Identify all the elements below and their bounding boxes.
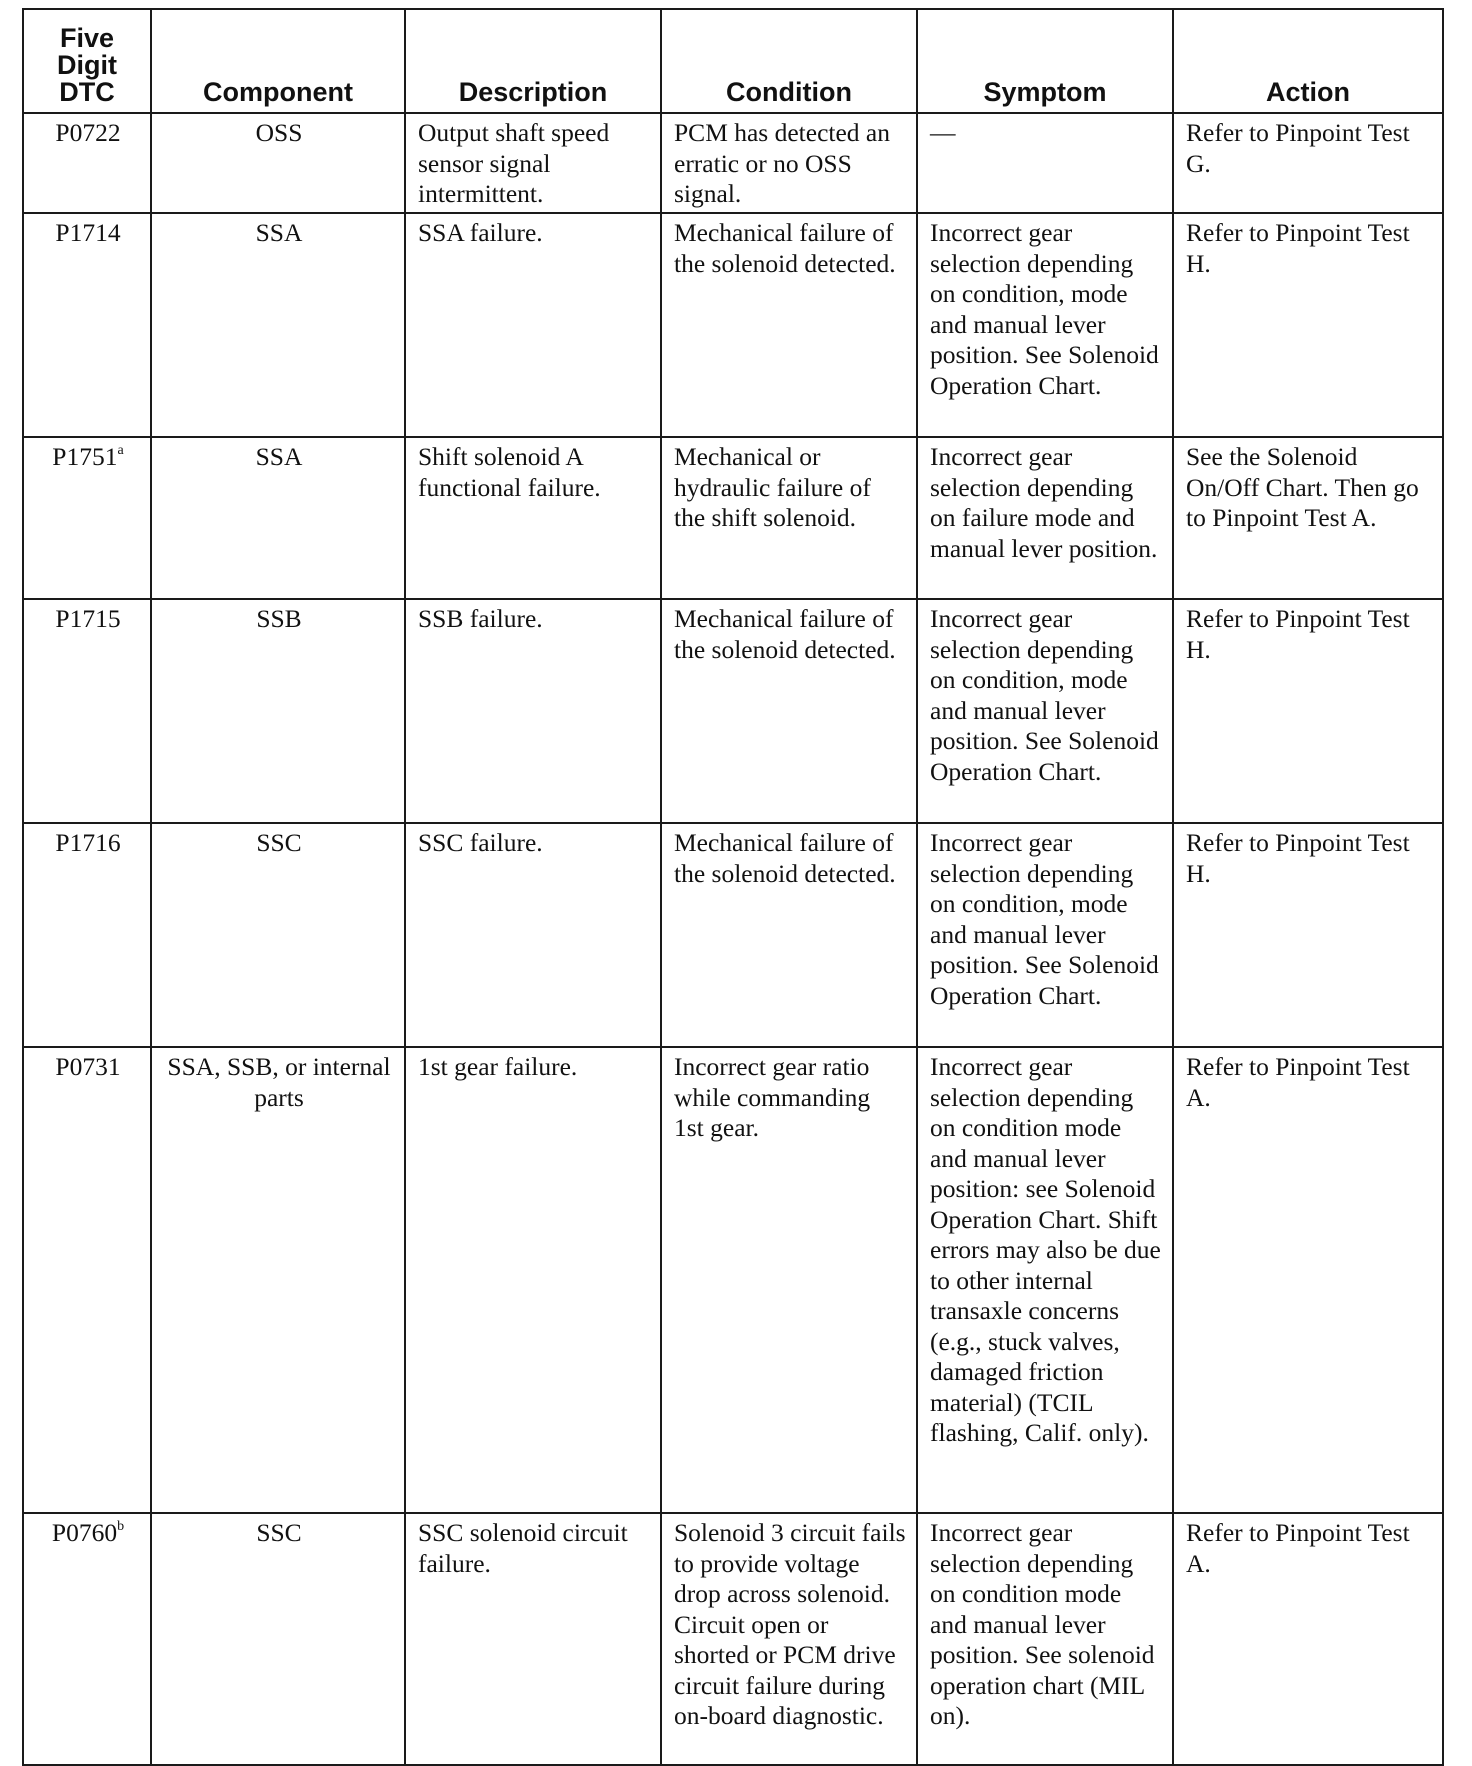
cell-symptom: Incorrect gear selection depending on condition, mode and manual lever position. See Solenoid Operation Chart. [917,823,1173,1047]
header-component: Component [151,9,405,113]
table-header [23,9,1443,113]
cell-condition: Mechanical failure of the solenoid detected. [661,823,917,1047]
cell-symptom: Incorrect gear selection depending on failure mode and manual lever position. [917,437,1173,599]
cell-component: SSC [151,823,405,1047]
dtc-code: P0731 [55,1052,121,1081]
table-row [23,599,1443,823]
header-row [23,9,1443,113]
cell-action: Refer to Pinpoint Test A. [1173,1047,1443,1513]
header-dtc: Five Digit DTC [23,9,151,113]
table-row [23,213,1443,437]
dtc-table-container [22,8,1442,1766]
cell-dtc [23,1513,151,1765]
cell-dtc [23,213,151,437]
cell-component: OSS [151,113,405,213]
cell-symptom: Incorrect gear selection depending on condition mode and manual lever position: see Solenoid Operation Chart. Shift errors may also be due to other internal transaxle concerns (e.g., stuck valves, damaged friction material) (TCIL flashing, Calif. only). [917,1047,1173,1513]
dtc-code: P1714 [55,218,121,247]
cell-condition: Mechanical failure of the solenoid detected. [661,599,917,823]
cell-description: SSA failure. [405,213,661,437]
cell-dtc [23,823,151,1047]
cell-symptom: Incorrect gear selection depending on condition, mode and manual lever position. See Solenoid Operation Chart. [917,213,1173,437]
table-row [23,1513,1443,1765]
cell-description: SSB failure. [405,599,661,823]
dtc-footnote: a [117,443,124,458]
header-description: Description [405,9,661,113]
cell-component: SSA [151,213,405,437]
cell-dtc [23,437,151,599]
cell-condition: PCM has detected an erratic or no OSS signal. [661,113,917,213]
cell-symptom: Incorrect gear selection depending on condition mode and manual lever position. See solenoid operation chart (MIL on). [917,1513,1173,1765]
header-action: Action [1173,9,1443,113]
cell-symptom: — [917,113,1173,213]
cell-dtc [23,113,151,213]
cell-dtc [23,599,151,823]
cell-action: Refer to Pinpoint Test G. [1173,113,1443,213]
dtc-table [22,8,1444,1766]
cell-condition: Mechanical failure of the solenoid detected. [661,213,917,437]
table-row [23,437,1443,599]
cell-component: SSA, SSB, or internal parts [151,1047,405,1513]
cell-description: SSC failure. [405,823,661,1047]
cell-action: Refer to Pinpoint Test H. [1173,213,1443,437]
cell-action: See the Solenoid On/Off Chart. Then go to Pinpoint Test A. [1173,437,1443,599]
table-row [23,113,1443,213]
table-row [23,823,1443,1047]
cell-component: SSA [151,437,405,599]
cell-description: SSC solenoid circuit failure. [405,1513,661,1765]
cell-component: SSB [151,599,405,823]
cell-component: SSC [151,1513,405,1765]
cell-dtc [23,1047,151,1513]
cell-condition: Mechanical or hydraulic failure of the shift solenoid. [661,437,917,599]
cell-symptom: Incorrect gear selection depending on condition, mode and manual lever position. See Solenoid Operation Chart. [917,599,1173,823]
cell-action: Refer to Pinpoint Test H. [1173,599,1443,823]
cell-description: 1st gear failure. [405,1047,661,1513]
header-condition: Condition [661,9,917,113]
dtc-code: P1716 [55,828,121,857]
dtc-code: P0760 [51,1518,118,1547]
cell-description: Shift solenoid A functional failure. [405,437,661,599]
cell-description: Output shaft speed sensor signal intermittent. [405,113,661,213]
cell-action: Refer to Pinpoint Test H. [1173,823,1443,1047]
cell-condition: Solenoid 3 circuit fails to provide voltage drop across solenoid. Circuit open or shorted or PCM drive circuit failure during on-board diagnostic. [661,1513,917,1765]
dtc-footnote: b [117,1519,125,1534]
cell-action: Refer to Pinpoint Test A. [1173,1513,1443,1765]
table-row [23,1047,1443,1513]
dtc-code: P1715 [55,604,121,633]
dtc-code: P0722 [55,118,121,147]
dtc-code: P1751 [52,442,118,471]
header-symptom: Symptom [917,9,1173,113]
table-body [23,113,1443,1765]
cell-condition: Incorrect gear ratio while commanding 1st gear. [661,1047,917,1513]
